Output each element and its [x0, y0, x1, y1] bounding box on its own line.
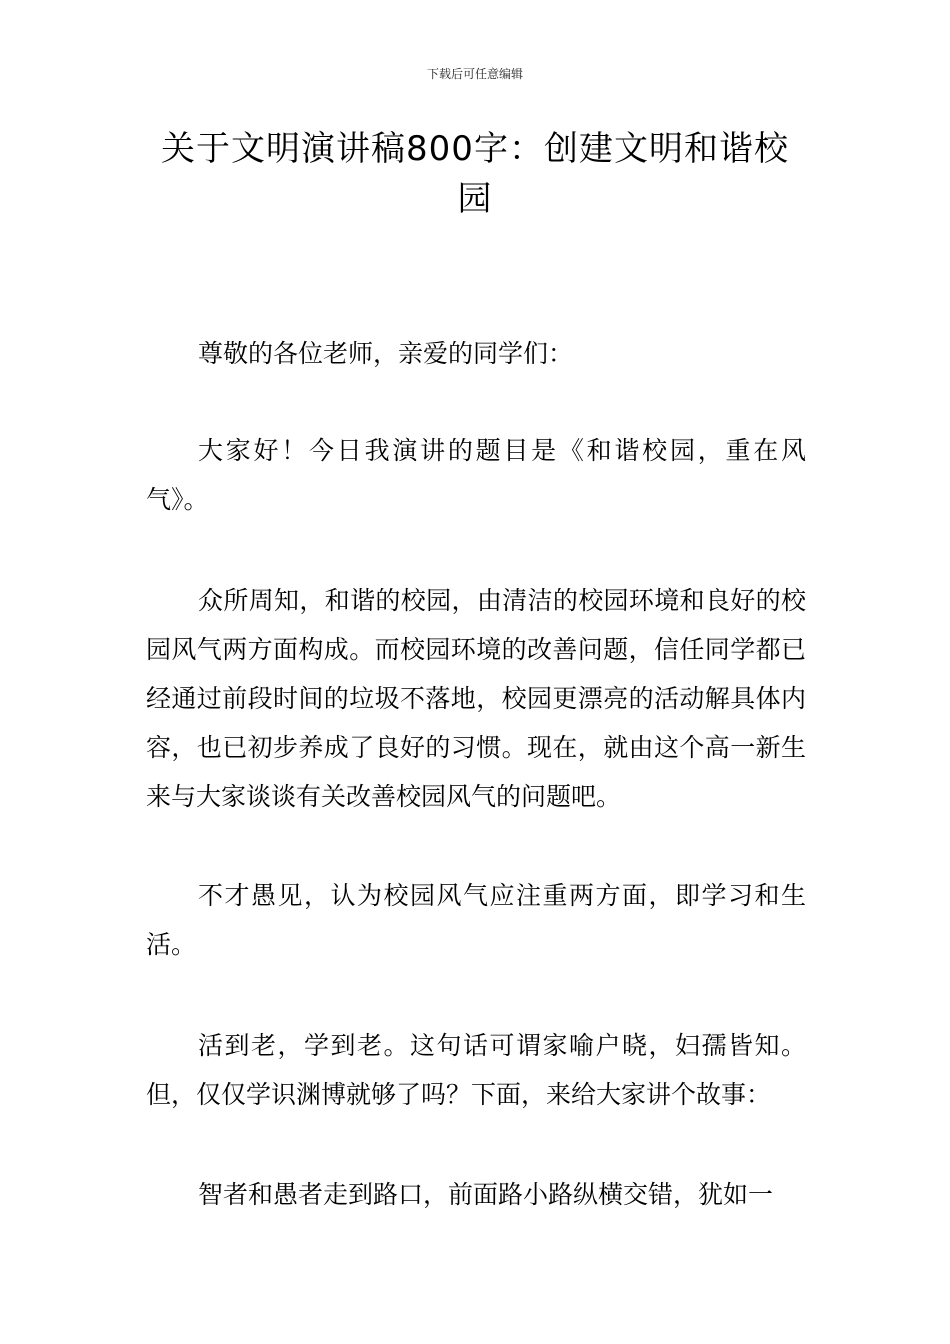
paragraph-lifelong-learning: 活到老，学到老。这句话可谓家喻户晓，妇孺皆知。但，仅仅学识渊博就够了吗？下面，来给大家讲个故事：	[146, 1031, 806, 1109]
document-title: 关于文明演讲稿800字：创建文明和谐校园	[161, 129, 789, 219]
paragraph-greeting: 尊敬的各位老师，亲爱的同学们：	[198, 339, 574, 368]
paragraph-story: 智者和愚者走到路口，前面路小路纵横交错，犹如一	[198, 1180, 774, 1209]
paragraph-campus-atmosphere: 不才愚见，认为校园风气应注重两方面，即学习和生活。	[146, 881, 806, 959]
header-note: 下载后可任意编辑	[426, 67, 523, 81]
paragraph-campus-environment: 众所周知，和谐的校园，由清洁的校园环境和良好的校园风气两方面构成。而校园环境的改善问题，信任同学都已经通过前段时间的垃圾不落地，校园更漂亮的活动解具体内容，也已初步养成了良好的习惯。现在，就由这个高一新生来与大家谈谈有关改善校园风气的问题吧。	[146, 586, 806, 811]
paragraph-topic: 大家好！今日我演讲的题目是《和谐校园，重在风气》。	[146, 436, 806, 514]
